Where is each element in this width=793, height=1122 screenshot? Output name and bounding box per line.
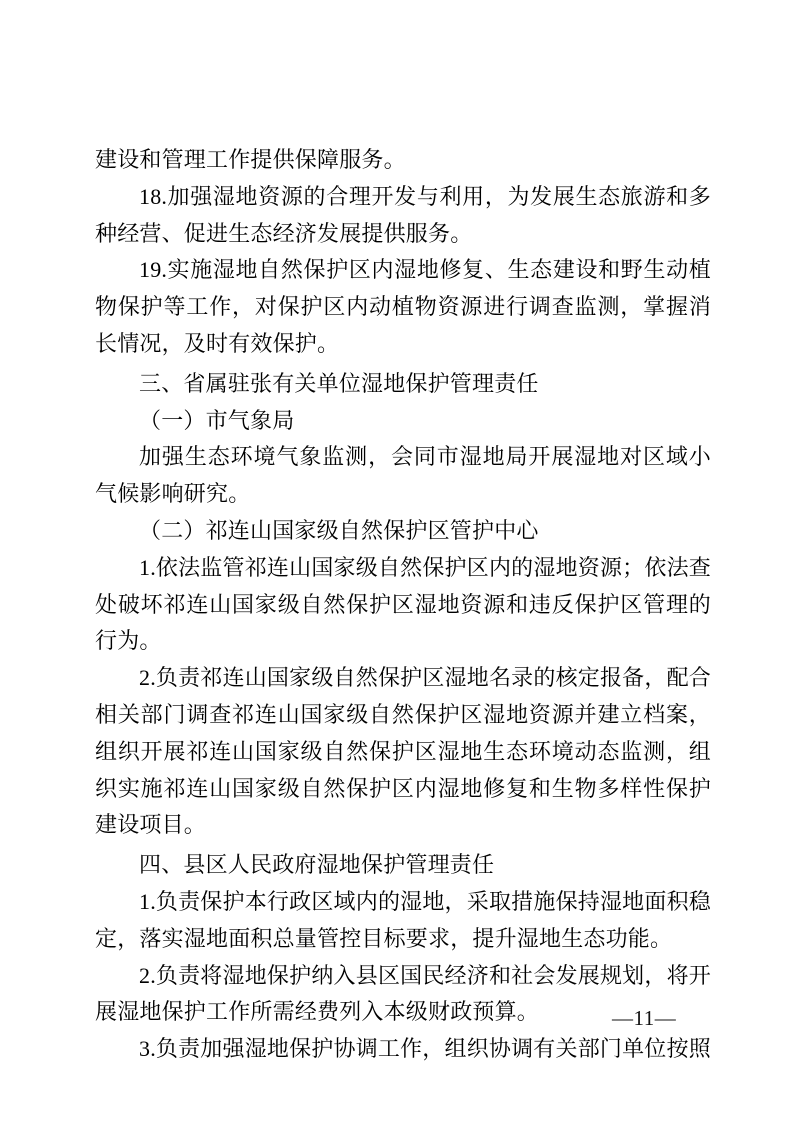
document-body [95,142,711,1068]
paragraph-item-18: 18.加强湿地资源的合理开发与利用，为发展生态旅游和多种经营、促进生态经济发展提供服务。 [95,183,711,246]
page-number: —11— [612,1006,677,1030]
paragraph-item-2-qilianshan: 2.负责祁连山国家级自然保护区湿地名录的核定报备，配合相关部门调查祁连山国家级自然保护区湿地资源并建立档案，组织开展祁连山国家级自然保护区湿地生态环境动态监测，组织实施祁连山国家级自然保护区内湿地修复和生物多样性保护建设项目。 [95,665,711,838]
section-heading-three: 三、省属驻张有关单位湿地保护管理责任 [139,370,539,396]
paragraph-item-19: 19.实施湿地自然保护区内湿地修复、生态建设和野生动植物保护等工作，对保护区内动植物资源进行调查监测，掌握消长情况，及时有效保护。 [95,257,711,356]
paragraph-item-1-county: 1.负责保护本行政区域内的湿地，采取措施保持湿地面积稳定，落实湿地面积总量管控目标要求，提升湿地生态功能。 [95,888,711,951]
subsection-heading-one: （一）市气象局 [139,407,295,433]
paragraph-continuation: 建设和管理工作提供保障服务。 [95,147,406,172]
subsection-heading-two: （二）祁连山国家级自然保护区管护中心 [139,517,539,543]
paragraph-item-1-qilianshan: 1.依法监管祁连山国家级自然保护区内的湿地资源；依法查处破坏祁连山国家级自然保护区湿地资源和违反保护区管理的行为。 [95,554,711,654]
paragraph-meteorology: 加强生态环境气象监测，会同市湿地局开展湿地对区域小气候影响研究。 [95,444,711,507]
paragraph-item-3-county: 3.负责加强湿地保护协调工作，组织协调有关部门单位按照 [139,1036,711,1062]
paragraph-item-2-county: 2.负责将湿地保护纳入县区国民经济和社会发展规划，将开展湿地保护工作所需经费列入本级财政预算。 [95,962,711,1025]
section-heading-four: 四、县区人民政府湿地保护管理责任 [139,852,495,878]
